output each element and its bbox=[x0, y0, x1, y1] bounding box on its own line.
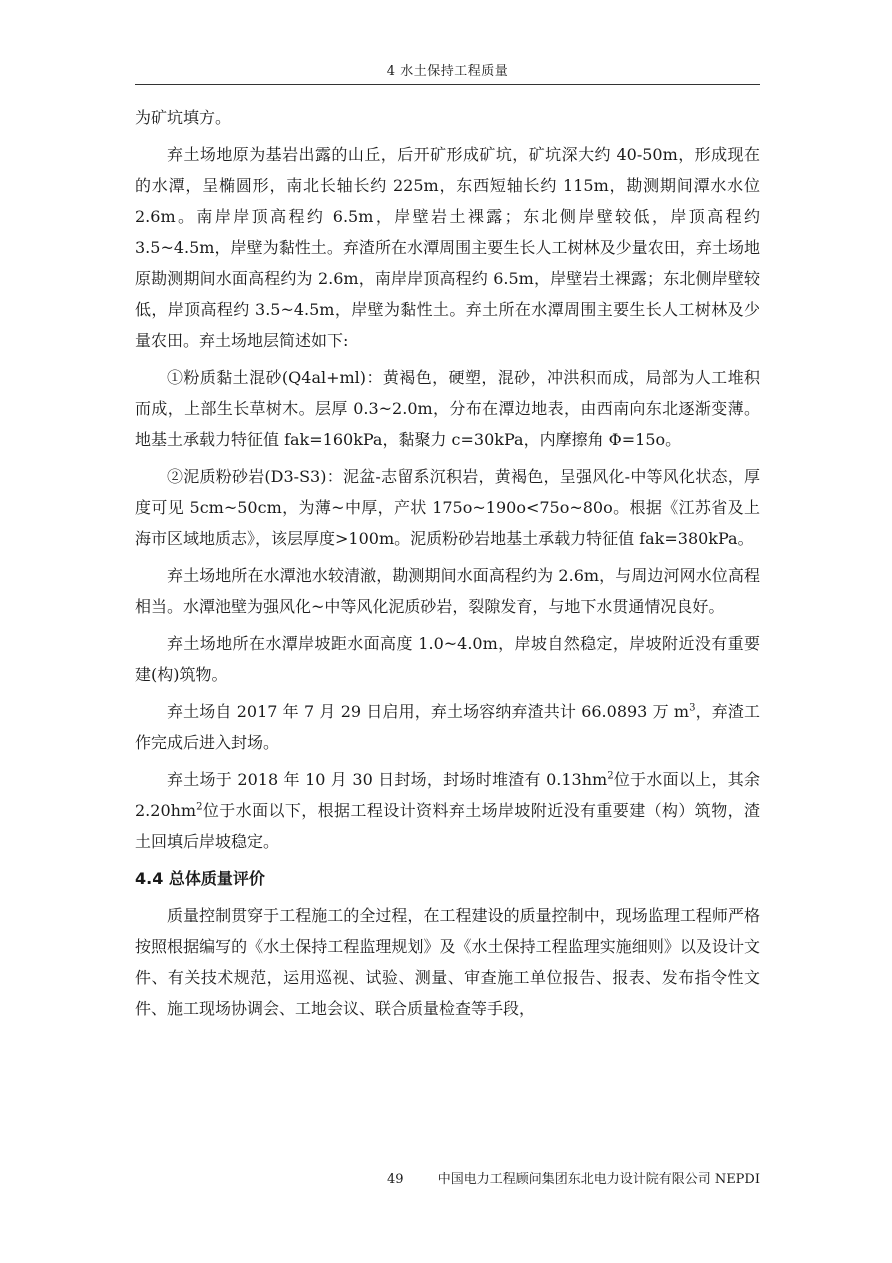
running-header: 4 水土保持工程质量 bbox=[386, 64, 509, 79]
paragraph-quality-evaluation: 质量控制贯穿于工程施工的全过程，在工程建设的质量控制中，现场监理工程师严格按照根据编写的《水土保持工程监理规划》及《水土保持工程监理实施细则》以及设计文件、有关技术规范，运用巡视、试验、测量、审查施工单位报告、报表、发布指令性文件、施工现场协调会、工地会议、联合质量检查等手段， bbox=[135, 906, 760, 1018]
text-segment: 弃土场自 2017 年 7 月 29 日启用，弃土场容纳弃渣共计 66.0893 万 m bbox=[167, 702, 690, 721]
section-heading: 4.4 总体质量评价 bbox=[135, 869, 265, 888]
page-number: 49 bbox=[387, 1172, 404, 1187]
paragraph-site-usage bbox=[135, 696, 760, 758]
text-segment: 弃土场于 2018 年 10 月 30 日封场，封场时堆渣有 0.13hm bbox=[167, 770, 608, 789]
text-segment: ，弃渣工作完成后进入封场。 bbox=[135, 702, 760, 752]
page-body bbox=[135, 102, 760, 1024]
paragraph-stratum-1: ①粉质黏土混砂(Q4al+ml)：黄褐色，硬塑，混砂，冲洪积而成，局部为人工堆积而成，上部生长草树木。层厚 0.3~2.0m，分布在潭边地表，由西南向东北逐渐变薄。地基土承载力特征值 fak=160kPa，黏聚力 c=30kPa，内摩擦角 Φ=15o。 bbox=[135, 368, 760, 449]
paragraph-water-condition: 弃土场地所在水潭池水较清澈，勘测期间水面高程约为 2.6m，与周边河网水位高程相当。水潭池壁为强风化~中等风化泥质砂岩，裂隙发育，与地下水贯通情况良好。 bbox=[135, 566, 760, 616]
paragraph-site-description: 弃土场地原为基岩出露的山丘，后开矿形成矿坑，矿坑深大约 40-50m，形成现在的水潭，呈椭圆形，南北长轴长约 225m，东西短轴长约 115m，勘测期间潭水水位 2.6m。南岸岸顶高程约 6.5m，岸壁岩土裸露；东北侧岸壁较低，岸顶高程约 3.5~4.5m，岸壁为黏性土。弃渣所在水潭周围主要生长人工树林及少量农田，弃土场地原勘测期间水面高程约为 2.6m，南岸岸顶高程约 6.5m，岸壁岩土裸露；东北侧岸壁较低，岸顶高程约 3.5~4.5m，岸壁为黏性土。弃土所在水潭周围主要生长人工树林及少量农田。弃土场地层简述如下: bbox=[135, 145, 760, 350]
header-divider bbox=[135, 84, 760, 85]
paragraph-continuation: 为矿坑填方。 bbox=[135, 108, 232, 127]
superscript: 2 bbox=[607, 770, 614, 782]
footer-organization: 中国电力工程顾问集团东北电力设计院有限公司 NEPDI bbox=[437, 1172, 760, 1187]
paragraph-slope-stability: 弃土场地所在水潭岸坡距水面高度 1.0~4.0m，岸坡自然稳定，岸坡附近没有重要建(构)筑物。 bbox=[135, 634, 760, 684]
superscript: 3 bbox=[689, 702, 696, 714]
text-segment: 位于水面以下，根据工程设计资料弃土场岸坡附近没有重要建（构）筑物，渣土回填后岸坡稳定。 bbox=[135, 801, 760, 851]
superscript: 2 bbox=[196, 801, 203, 813]
paragraph-stratum-2: ②泥质粉砂岩(D3-S3)：泥盆-志留系沉积岩，黄褐色，呈强风化-中等风化状态，厚度可见 5cm~50cm，为薄~中厚，产状 175o~190o<75o~80o。根据《江苏省及上海市区域地质志》，该层厚度>100m。泥质粉砂岩地基土承载力特征值 fak=380kPa。 bbox=[135, 467, 760, 548]
paragraph-site-closure bbox=[135, 764, 760, 857]
text-segment: 位于水面以上，其余 2.20hm bbox=[135, 770, 760, 820]
